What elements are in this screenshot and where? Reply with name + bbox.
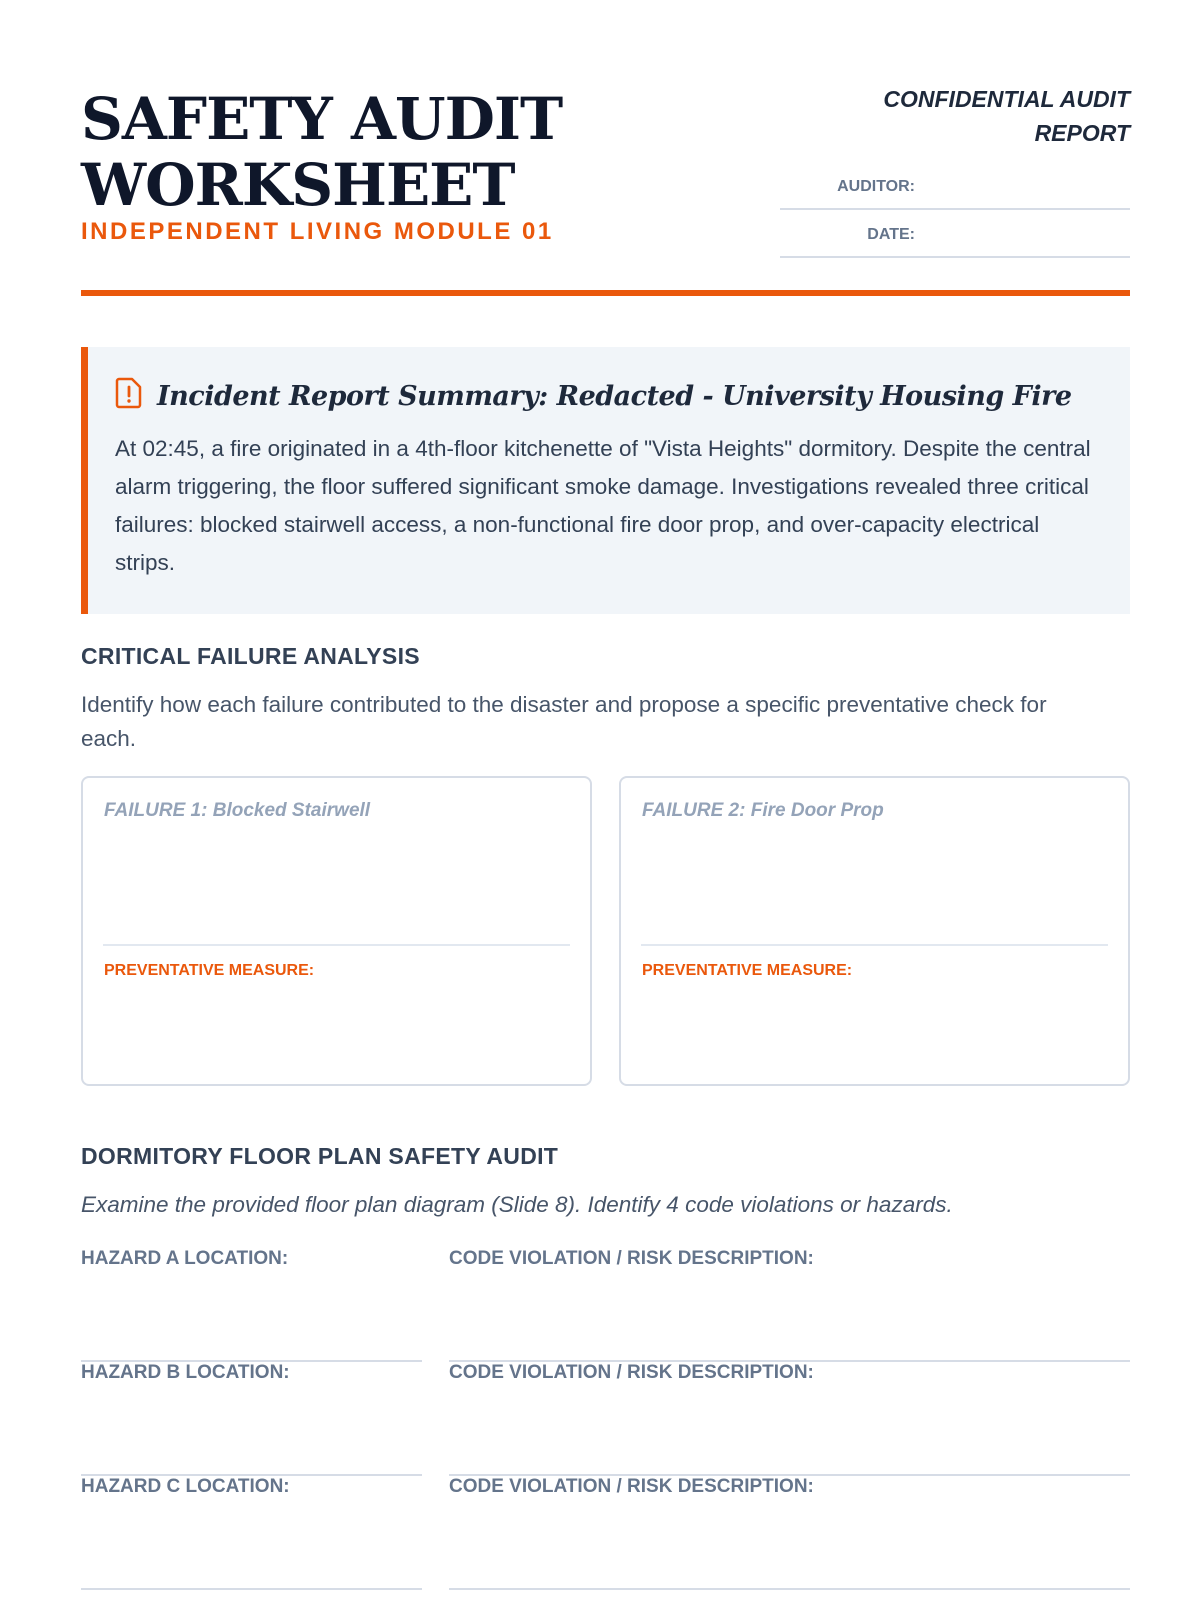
failure-card-1[interactable] [81,776,592,1086]
date-field[interactable] [780,210,1130,258]
hazard-location-label: HAZARD A LOCATION: [81,1248,289,1269]
worksheet-page [81,0,1130,1497]
title-line-2: WORKSHEET [81,151,515,219]
hazard-row-c [81,1476,1130,1590]
risk-description-field[interactable] [449,1248,1130,1362]
incident-body: At 02:45, a fire originated in a 4th-floor kitchenette of "Vista Heights" dormitory. Despite the central alarm triggering, the floor suffered significant smoke damage. Investigations revealed three critical failures: blocked stairwell access, a non-functional fire door prop, and over-capacity electrical strips. [115,436,1091,575]
preventative-measure-label: PREVENTATIVE MEASURE: [104,962,315,979]
risk-description-field[interactable] [449,1362,1130,1476]
divider [641,944,1108,946]
incident-summary [81,347,1130,614]
floorplan-description: Examine the provided floor plan diagram (Slide 8). Identify 4 code violations or hazards. [81,1192,953,1217]
risk-description-label: CODE VIOLATION / RISK DESCRIPTION: [449,1362,814,1383]
subtitle: INDEPENDENT LIVING MODULE 01 [81,218,554,245]
auditor-label: AUDITOR: [837,178,915,195]
confidential-label: CONFIDENTIAL AUDIT REPORT [883,86,1130,146]
hazard-row-a [81,1248,1130,1362]
hazard-location-label: HAZARD C LOCATION: [81,1476,290,1497]
hazard-row-b [81,1362,1130,1476]
auditor-field[interactable] [780,162,1130,210]
analysis-description: Identify how each failure contributed to the disaster and propose a specific preventative check for each. [81,692,1047,751]
hazard-location-field[interactable] [81,1362,422,1476]
failure-card-2[interactable] [619,776,1130,1086]
hazard-location-field[interactable] [81,1248,422,1362]
hazard-location-field[interactable] [81,1476,422,1590]
header [81,0,1130,296]
analysis-heading: CRITICAL FAILURE ANALYSIS [81,643,420,669]
floorplan-heading: DORMITORY FLOOR PLAN SAFETY AUDIT [81,1143,559,1169]
failure-title: FAILURE 1: Blocked Stairwell [104,800,371,821]
failure-title: FAILURE 2: Fire Door Prop [642,800,884,821]
page-title [81,86,562,218]
divider [103,944,570,946]
alert-file-icon [115,377,143,416]
date-label: DATE: [867,226,915,243]
hazard-location-label: HAZARD B LOCATION: [81,1362,290,1383]
risk-description-field[interactable] [449,1476,1130,1590]
title-line-1: SAFETY AUDIT [81,85,563,153]
risk-description-label: CODE VIOLATION / RISK DESCRIPTION: [449,1248,814,1269]
incident-title: Incident Report Summary: Redacted - University Housing Fire [157,381,1072,412]
risk-description-label: CODE VIOLATION / RISK DESCRIPTION: [449,1476,814,1497]
preventative-measure-label: PREVENTATIVE MEASURE: [642,962,853,979]
